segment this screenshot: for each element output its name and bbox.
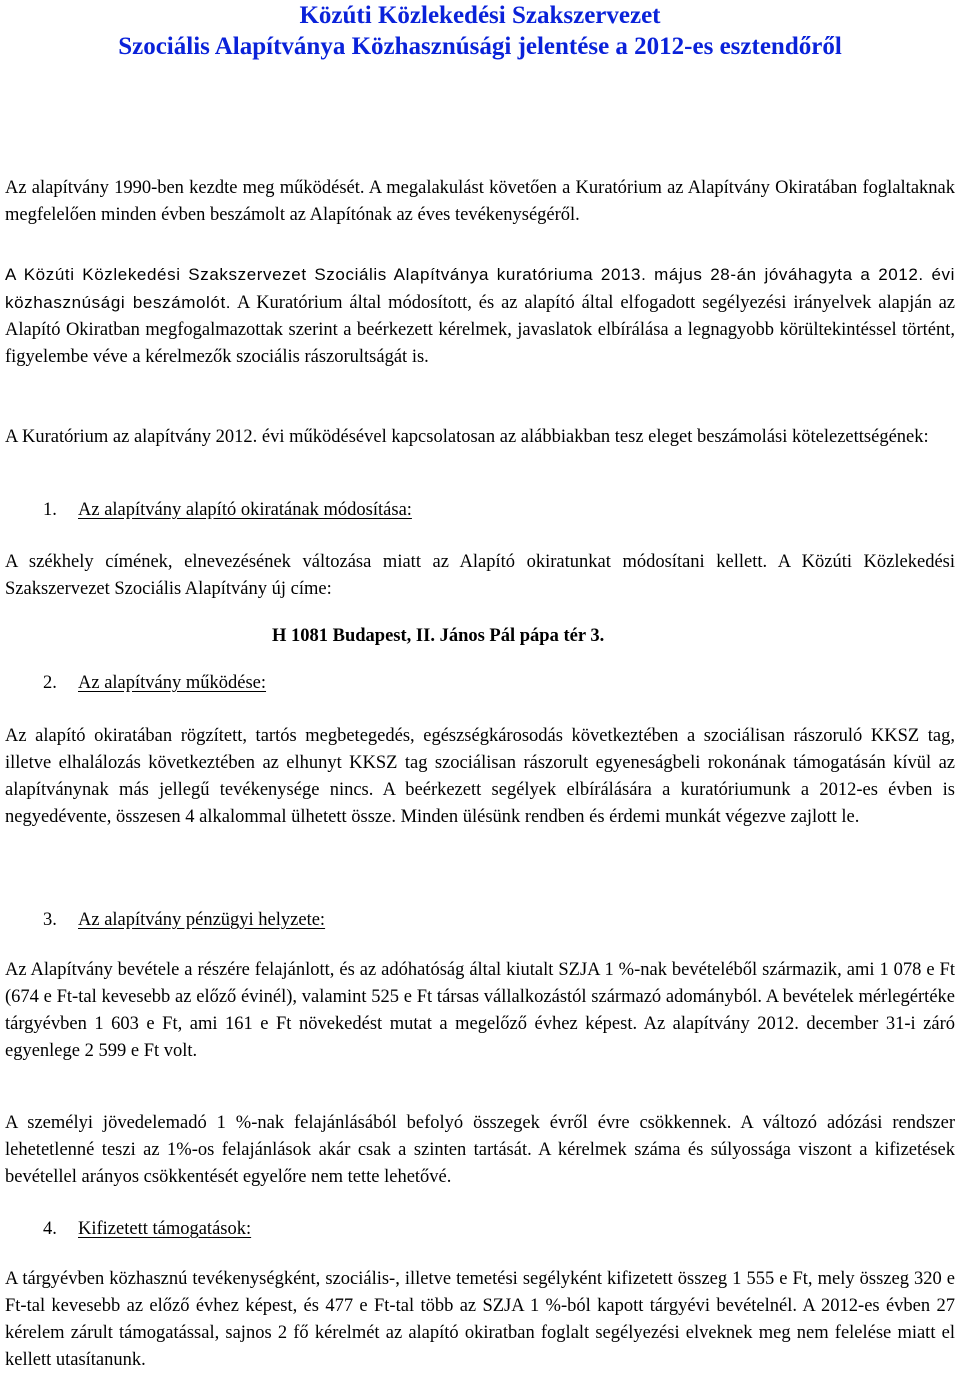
section-1-paragraph: A székhely címének, elnevezésének változása miatt az Alapító okiratunkat módosítani kellett. A Közúti Közlekedési Szakszervezet Szociális Alapítvány új címe: xyxy=(5,552,955,599)
title-line-1: Közúti Közlekedési Szakszervezet xyxy=(299,2,661,29)
section-heading-2 xyxy=(43,670,266,697)
section-2-paragraph: Az alapító okiratában rögzített, tartós megbetegedés, egészségkárosodás következtében a szociálisan rászoruló KKSZ tag, illetve elhalálozás következtében az elhunyt KKSZ tag szociálisan rászorult egyeneságbeli rokonának támogatásán kívül az alapítványnak más jellegű tevékenysége nincs. A beérkezett segélyek elbírálására a kuratóriumunk a 2012-es évben is negyedévente, összesen 4 alkalommal ülhetett össze. Minden ülésünk rendben és érdemi munkát végezve zajlott le. xyxy=(5,726,955,827)
approval-paragraph xyxy=(5,261,955,371)
section-number: 4. xyxy=(43,1219,57,1239)
section-label: Az alapítvány működése: xyxy=(78,673,267,693)
section-label: Az alapítvány alapító okiratának módosítása: xyxy=(78,500,412,520)
report-intro-paragraph: A Kuratórium az alapítvány 2012. évi működésével kapcsolatosan az alábbiakban tesz eleget beszámolási kötelezettségének: xyxy=(5,427,929,447)
section-label: Az alapítvány pénzügyi helyzete: xyxy=(78,910,326,930)
section-3-paragraph-b: A személyi jövedelemadó 1 %-nak felajánlásából befolyó összegek évről évre csökkennek. A változó adózási rendszer lehetetlenné teszi az 1%-os felajánlások akár csak a szinten tartását. A kérelmek száma és súlyossága viszont a kifizetések bevétellel arányos csökkentését egyelőre nem tette lehetővé. xyxy=(5,1113,955,1187)
document-title xyxy=(0,0,960,62)
section-number: 1. xyxy=(43,500,57,520)
section-3-paragraph-a: Az Alapítvány bevétele a részére felajánlott, és az adóhatóság által kiutalt SZJA 1 %-nak bevételéből származik, ami 1 078 e Ft (674 e Ft-tal kevesebb az előző évinél), valamint 525 e Ft társas vállalkozástól származó adományból. A bevételek mérlegértéke tárgyévben 1 603 e Ft, ami 161 e Ft növekedést mutat a megelőző évhez képest. Az alapítvány 2012. december 31-i záró egyenlege 2 599 e Ft volt. xyxy=(5,960,955,1061)
section-number: 3. xyxy=(43,910,57,930)
section-number: 2. xyxy=(43,673,57,693)
new-address: H 1081 Budapest, II. János Pál pápa tér 3. xyxy=(272,626,605,646)
intro-paragraph: Az alapítvány 1990-ben kezdte meg működését. A megalakulást követően a Kuratórium az Alapítvány Okiratában foglaltaknak megfelelően minden évben beszámolt az Alapítónak az éves tevékenységéről. xyxy=(5,178,955,225)
section-label: Kifizetett támogatások: xyxy=(78,1219,252,1239)
approval-text-sans: A Közúti Közlekedési Szakszervezet Szociális Alapítványa kuratóriuma 2013. május 28-án jóváhagyta a 2012. évi közhasznúsági beszámolót. xyxy=(5,265,955,312)
section-heading-4 xyxy=(43,1216,251,1243)
section-4-paragraph: A tárgyévben közhasznú tevékenységként, szociális-, illetve temetési segélyként kifizetett összeg 1 555 e Ft, mely összeg 320 e Ft-tal kevesebb az előző évhez képest, és 477 e Ft-tal több az SZJA 1 %-ból kapott tárgyévi bevételnél. A 2012-es évben 27 kérelem zárult támogatással, sajnos 2 fő kérelmét az alapító okiratban foglalt segélyezési elveknek meg nem felelése miatt el kellett utasítanunk. xyxy=(5,1269,955,1370)
section-heading-3 xyxy=(43,907,325,934)
approval-text-serif: A Kuratórium által módosított, és az alapító által elfogadott segélyezési irányelvek alapján az Alapító Okiratban megfogalmazottak szerint a beérkezett kérelmek, javaslatok elbírálása a legnagyobb körültekintéssel történt, figyelembe véve a kérelmezők szociális rászorultságát is. xyxy=(5,293,955,367)
section-heading-1 xyxy=(43,497,412,524)
title-line-2: Szociális Alapítványa Közhasznúsági jelentése a 2012-es esztendőről xyxy=(118,33,842,60)
